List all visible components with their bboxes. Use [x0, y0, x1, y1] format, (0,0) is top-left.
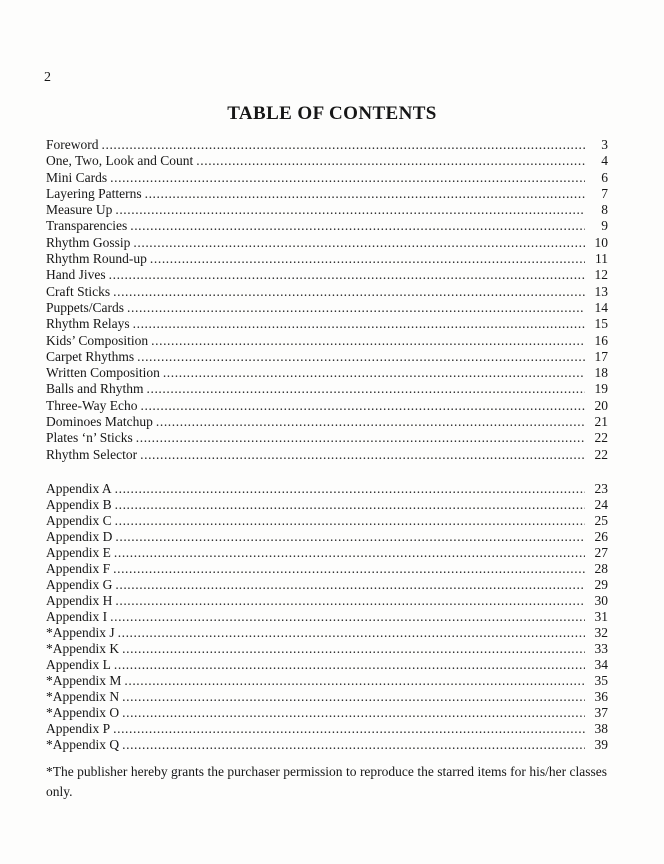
dot-leader — [122, 641, 585, 657]
dot-leader — [110, 170, 585, 186]
toc-entry-label: Plates ‘n’ Sticks — [46, 430, 133, 446]
toc-entry-page-number: 20 — [594, 397, 608, 413]
toc-entry-label: Rhythm Selector — [46, 446, 138, 462]
dot-leader — [115, 513, 585, 529]
toc-row — [46, 235, 608, 251]
toc-entry-label: Appendix A — [46, 480, 112, 496]
toc-entry-label: Appendix G — [46, 576, 113, 592]
dot-leader — [140, 447, 585, 463]
toc-entry-page-number: 16 — [594, 332, 608, 348]
table-of-contents — [46, 137, 608, 753]
toc-entry-page-number: 34 — [594, 656, 608, 672]
toc-entry-page-number: 39 — [594, 736, 608, 752]
dot-leader — [163, 365, 585, 381]
toc-entry-page-number: 36 — [594, 688, 608, 704]
dot-leader — [114, 657, 585, 673]
toc-entry-label: Appendix C — [46, 512, 112, 528]
toc-appendix-list — [46, 481, 608, 753]
toc-entry-label: Appendix F — [46, 560, 111, 576]
dot-leader — [127, 300, 585, 316]
toc-row — [46, 186, 608, 202]
toc-entry-label: Measure Up — [46, 202, 113, 218]
dot-leader — [130, 218, 585, 234]
toc-main-list — [46, 137, 608, 463]
toc-entry-page-number: 33 — [594, 640, 608, 656]
dot-leader — [156, 414, 585, 430]
toc-entry-page-number: 17 — [594, 348, 608, 364]
dot-leader — [109, 267, 585, 283]
toc-row — [46, 721, 608, 737]
toc-row — [46, 609, 608, 625]
toc-entry-label: *Appendix Q — [46, 736, 120, 752]
toc-entry-label: *Appendix O — [46, 704, 120, 720]
toc-entry-page-number: 25 — [594, 512, 608, 528]
toc-entry-page-number: 18 — [594, 365, 608, 381]
toc-entry-page-number: 23 — [594, 480, 608, 496]
dot-leader — [114, 545, 585, 561]
toc-row — [46, 625, 608, 641]
toc-row — [46, 689, 608, 705]
dot-leader — [136, 430, 585, 446]
dot-leader — [196, 153, 585, 169]
toc-row — [46, 137, 608, 153]
dot-leader — [115, 202, 585, 218]
toc-entry-page-number: 9 — [601, 218, 608, 234]
toc-row — [46, 284, 608, 300]
toc-entry-label: Appendix D — [46, 528, 113, 544]
toc-entry-page-number: 22 — [594, 430, 608, 446]
toc-row — [46, 300, 608, 316]
toc-entry-page-number: 15 — [594, 316, 608, 332]
toc-row — [46, 545, 608, 561]
dot-leader — [115, 529, 585, 545]
dot-leader — [124, 673, 585, 689]
toc-entry-label: Written Composition — [46, 365, 160, 381]
dot-leader — [118, 625, 585, 641]
toc-row — [46, 153, 608, 169]
toc-entry-label: Three-Way Echo — [46, 397, 138, 413]
toc-entry-page-number: 38 — [594, 720, 608, 736]
toc-entry-page-number: 11 — [595, 251, 608, 267]
page-title: TABLE OF CONTENTS — [227, 103, 437, 124]
dot-leader — [122, 705, 585, 721]
toc-entry-label: Layering Patterns — [46, 185, 142, 201]
publisher-permission-footnote: *The publisher hereby grants the purchaser permission to reproduce the starred items for his/her classes only. — [46, 764, 607, 799]
toc-row — [46, 593, 608, 609]
toc-entry-label: Appendix L — [46, 656, 111, 672]
toc-entry-label: Dominoes Matchup — [46, 414, 153, 430]
toc-row — [46, 447, 608, 463]
toc-row — [46, 737, 608, 753]
toc-entry-page-number: 37 — [594, 704, 608, 720]
toc-entry-label: Hand Jives — [46, 267, 106, 283]
dot-leader — [151, 333, 585, 349]
toc-row — [46, 657, 608, 673]
dot-leader — [102, 137, 586, 153]
toc-row — [46, 641, 608, 657]
dot-leader — [115, 593, 585, 609]
toc-entry-page-number: 7 — [601, 185, 608, 201]
dot-leader — [110, 609, 585, 625]
toc-row — [46, 267, 608, 283]
toc-row — [46, 251, 608, 267]
toc-entry-label: Craft Sticks — [46, 283, 111, 299]
toc-entry-page-number: 10 — [594, 234, 608, 250]
toc-row — [46, 398, 608, 414]
toc-row — [46, 349, 608, 365]
toc-row — [46, 202, 608, 218]
toc-row — [46, 673, 608, 689]
toc-entry-label: One, Two, Look and Count — [46, 153, 194, 169]
toc-entry-label: Appendix P — [46, 720, 111, 736]
toc-row — [46, 529, 608, 545]
toc-entry-label: Mini Cards — [46, 169, 108, 185]
toc-row — [46, 218, 608, 234]
toc-row — [46, 705, 608, 721]
toc-row — [46, 430, 608, 446]
dot-leader — [147, 381, 586, 397]
toc-entry-label: Appendix B — [46, 496, 112, 512]
dot-leader — [113, 561, 585, 577]
toc-entry-page-number: 29 — [594, 576, 608, 592]
toc-entry-label: *Appendix N — [46, 688, 120, 704]
dot-leader — [122, 737, 585, 753]
toc-row — [46, 414, 608, 430]
toc-entry-page-number: 22 — [594, 446, 608, 462]
dot-leader — [113, 284, 585, 300]
toc-entry-label: Appendix E — [46, 544, 111, 560]
toc-row — [46, 513, 608, 529]
toc-entry-label: *Appendix K — [46, 640, 120, 656]
toc-entry-page-number: 3 — [601, 137, 608, 152]
toc-entry-page-number: 28 — [594, 560, 608, 576]
toc-entry-label: *Appendix M — [46, 672, 122, 688]
dot-leader — [113, 721, 585, 737]
dot-leader — [133, 235, 585, 251]
toc-row — [46, 497, 608, 513]
dot-leader — [122, 689, 585, 705]
toc-entry-page-number: 31 — [594, 608, 608, 624]
toc-entry-page-number: 24 — [594, 496, 608, 512]
toc-entry-page-number: 35 — [594, 672, 608, 688]
toc-entry-page-number: 14 — [594, 299, 608, 315]
toc-row — [46, 577, 608, 593]
toc-entry-page-number: 6 — [601, 169, 608, 185]
toc-entry-label: Appendix I — [46, 608, 108, 624]
toc-entry-label: Carpet Rhythms — [46, 348, 135, 364]
toc-entry-label: Rhythm Round-up — [46, 251, 147, 267]
toc-entry-page-number: 30 — [594, 592, 608, 608]
toc-entry-label: Foreword — [46, 137, 99, 152]
dot-leader — [133, 316, 585, 332]
dot-leader — [115, 481, 585, 497]
page-number: 2 — [44, 70, 51, 85]
toc-row — [46, 561, 608, 577]
toc-entry-label: Transparencies — [46, 218, 128, 234]
toc-entry-page-number: 12 — [594, 267, 608, 283]
toc-row — [46, 481, 608, 497]
toc-row — [46, 170, 608, 186]
dot-leader — [115, 497, 585, 513]
toc-entry-page-number: 4 — [601, 153, 608, 169]
dot-leader — [137, 349, 585, 365]
toc-entry-label: Kids’ Composition — [46, 332, 149, 348]
dot-leader — [145, 186, 585, 202]
toc-entry-page-number: 27 — [594, 544, 608, 560]
toc-entry-label: Rhythm Gossip — [46, 234, 131, 250]
toc-row — [46, 365, 608, 381]
toc-entry-page-number: 13 — [594, 283, 608, 299]
toc-entry-page-number: 32 — [594, 624, 608, 640]
toc-entry-page-number: 19 — [594, 381, 608, 397]
toc-entry-page-number: 26 — [594, 528, 608, 544]
dot-leader — [115, 577, 585, 593]
toc-entry-page-number: 8 — [601, 202, 608, 218]
toc-entry-page-number: 21 — [594, 414, 608, 430]
toc-entry-label: *Appendix J — [46, 624, 115, 640]
dot-leader — [150, 251, 585, 267]
toc-entry-label: Rhythm Relays — [46, 316, 130, 332]
toc-entry-label: Balls and Rhythm — [46, 381, 144, 397]
toc-row — [46, 381, 608, 397]
toc-row — [46, 333, 608, 349]
dot-leader — [141, 398, 586, 414]
toc-entry-label: Puppets/Cards — [46, 299, 125, 315]
toc-entry-label: Appendix H — [46, 592, 113, 608]
toc-row — [46, 316, 608, 332]
